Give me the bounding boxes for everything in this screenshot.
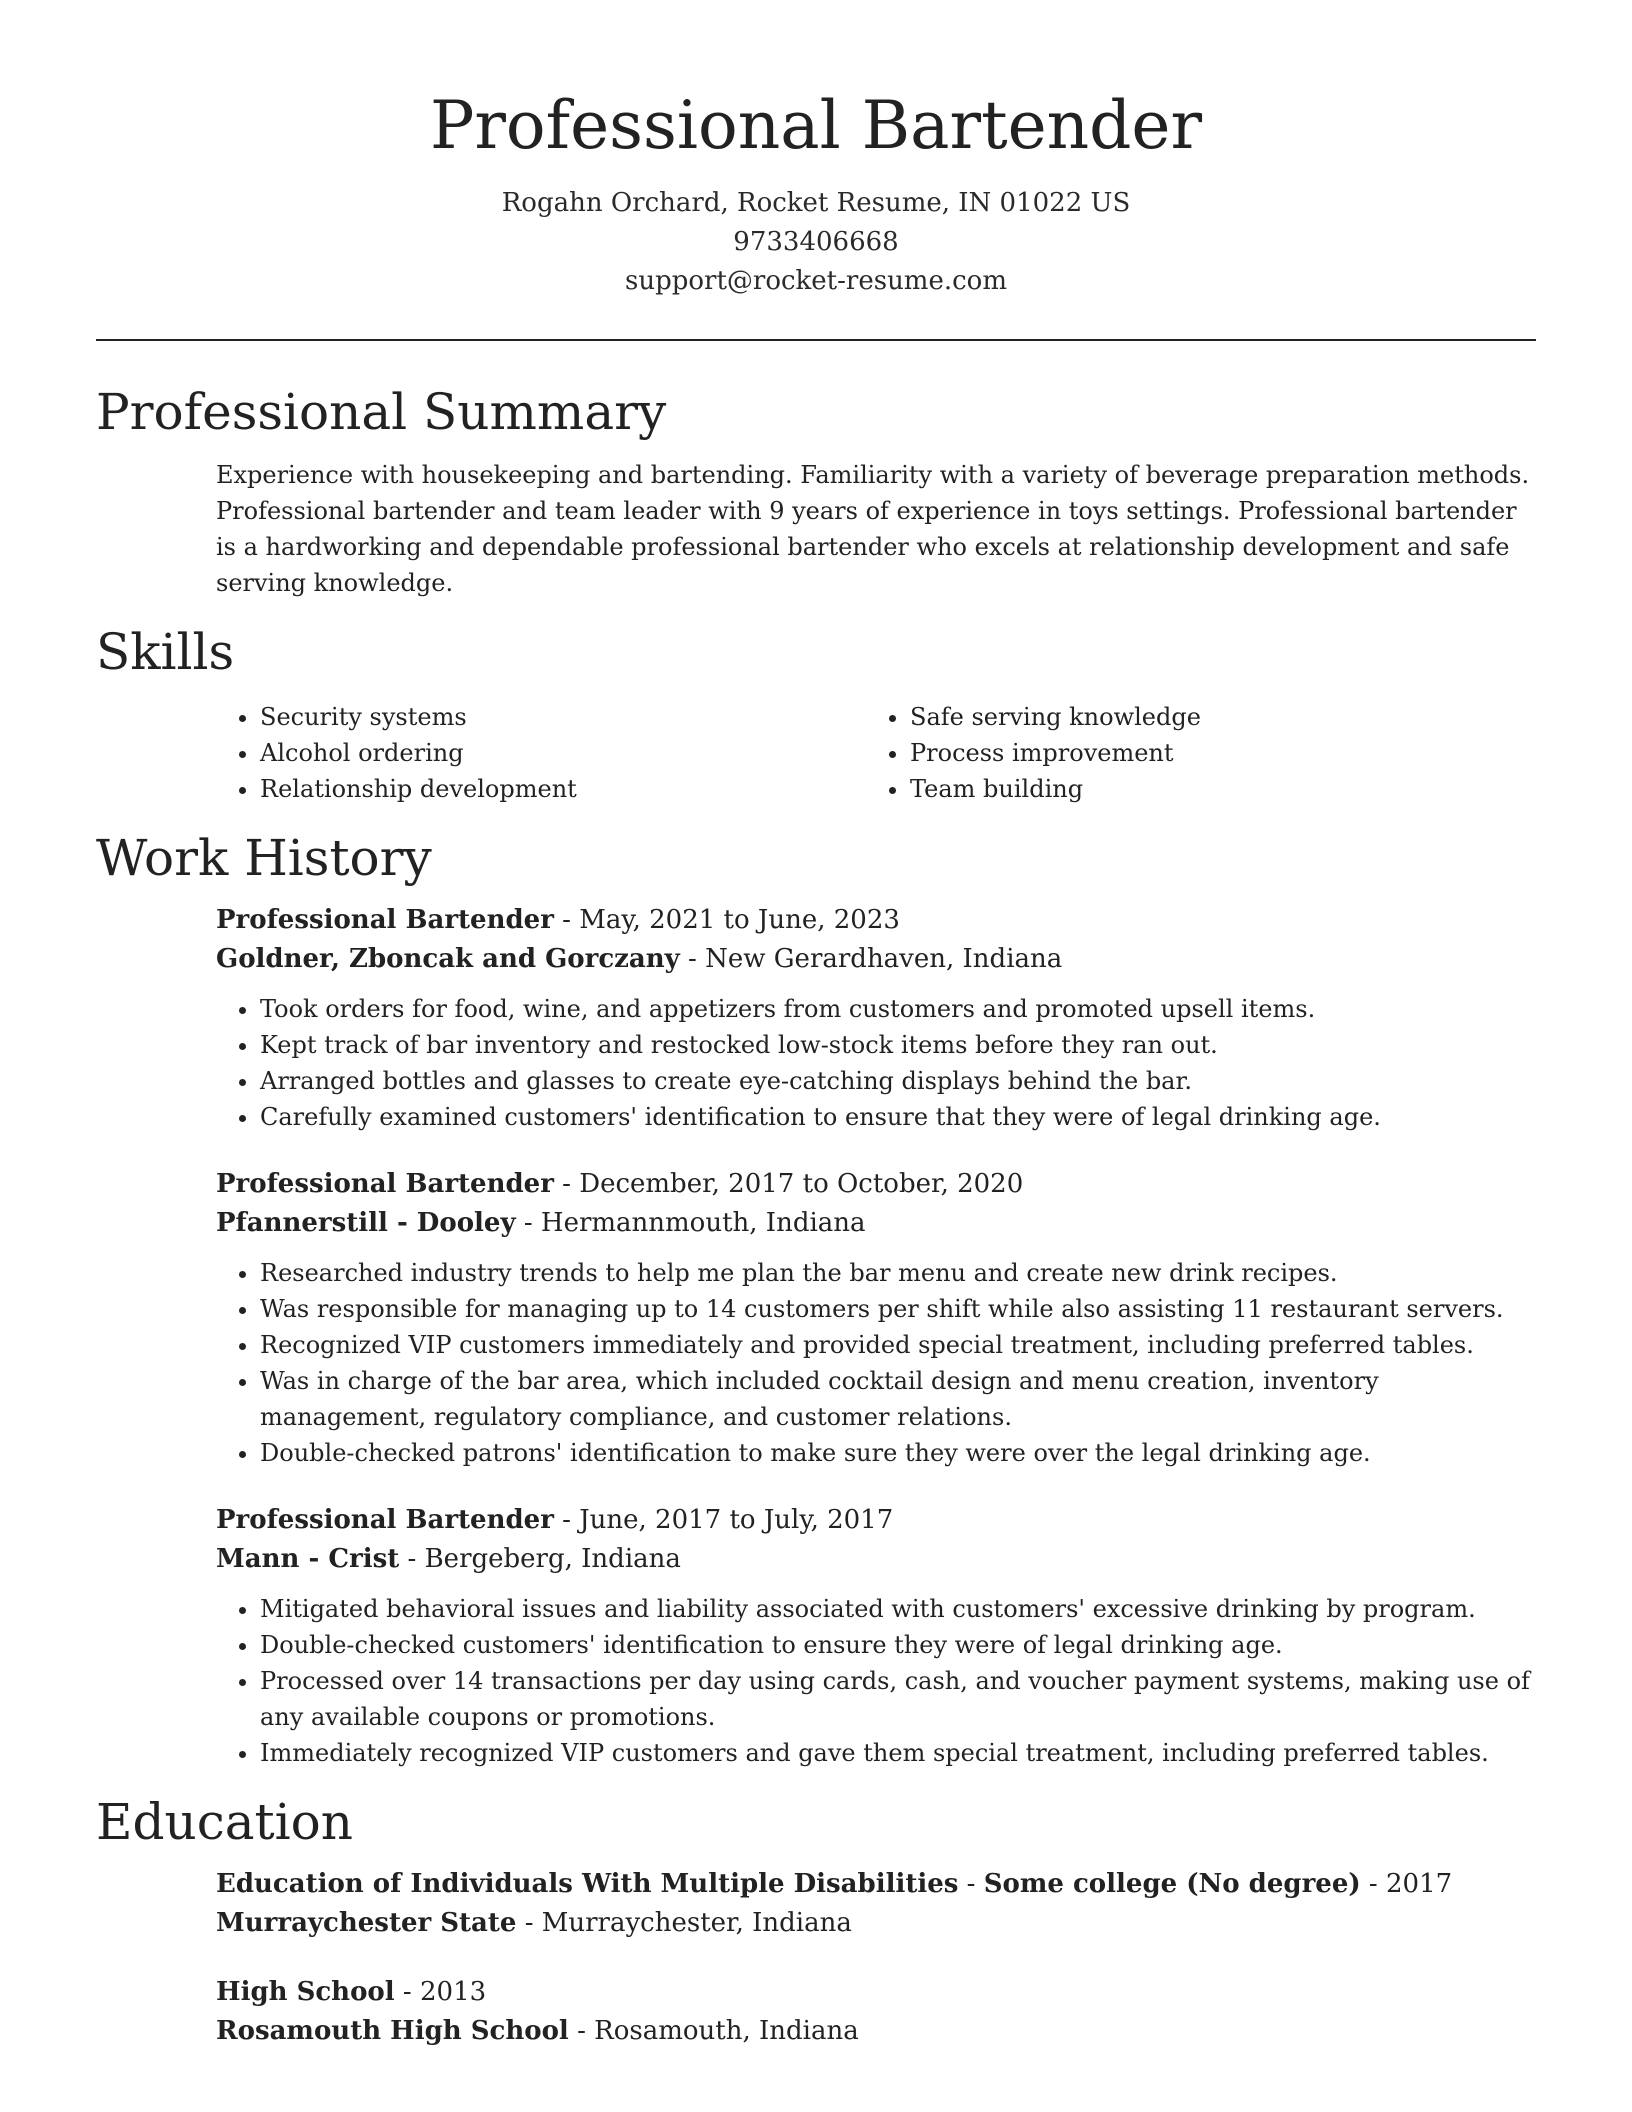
skill-item: • Alcohol ordering xyxy=(260,735,866,771)
separator: - xyxy=(399,1544,425,1574)
separator: - xyxy=(568,2016,595,2046)
education-level: Some college (No degree) xyxy=(983,1869,1361,1899)
job-duty: • Carefully examined customers' identification to ensure that they were of legal drinking age. xyxy=(260,1099,1536,1135)
skill-item: • Safe serving knowledge xyxy=(910,699,1516,735)
summary-text: Experience with housekeeping and bartending. Familiarity with a variety of beverage preparation methods. Professional bartender and team leader with 9 years of experience in toys settings. Professional bartender is a hardworking and dependable professional bartender who excels at relationship development and safe serving knowledge. xyxy=(216,461,1530,597)
education-entry xyxy=(216,1865,1536,1943)
job-dates: May, 2021 to June, 2023 xyxy=(579,905,900,935)
work-history-heading: Work History xyxy=(96,829,432,887)
education-degree: Education of Individuals With Multiple Disabilities xyxy=(216,1869,959,1899)
education-school: Rosamouth High School xyxy=(216,2016,569,2046)
job-dates: December, 2017 to October, 2020 xyxy=(579,1169,1024,1199)
separator: - xyxy=(679,944,706,974)
job-position: Professional Bartender xyxy=(216,1169,554,1199)
job-entry xyxy=(216,1501,1536,1771)
job-position: Professional Bartender xyxy=(216,1505,554,1535)
skills-heading: Skills xyxy=(96,623,235,681)
job-location: Bergeberg, Indiana xyxy=(424,1544,681,1574)
job-org-line xyxy=(216,1204,1536,1243)
job-duty: • Was responsible for managing up to 14 customers per shift while also assisting 11 restaurant servers. xyxy=(260,1291,1536,1327)
summary-heading: Professional Summary xyxy=(96,383,667,441)
education-degree-line xyxy=(216,1865,1536,1904)
resume-page xyxy=(96,0,1536,2051)
job-title-line xyxy=(216,1165,1536,1204)
education-degree: High School xyxy=(216,1977,395,2007)
candidate-name: Professional Bartender xyxy=(429,87,1203,164)
job-duty: • Mitigated behavioral issues and liability associated with customers' excessive drinking by program. xyxy=(260,1591,1536,1627)
job-org-line xyxy=(216,940,1536,979)
separator: - xyxy=(553,905,580,935)
job-company: Mann - Crist xyxy=(216,1544,400,1574)
job-duty: • Processed over 14 transactions per day using cards, cash, and voucher payment systems, making use of any available coupons or promotions. xyxy=(260,1663,1536,1735)
job-duty: • Kept track of bar inventory and restocked low-stock items before they ran out. xyxy=(260,1027,1536,1063)
job-duty: • Took orders for food, wine, and appetizers from customers and promoted upsell items. xyxy=(260,991,1536,1027)
job-company: Goldner, Zboncak and Gorczany xyxy=(216,944,680,974)
education-section xyxy=(96,1791,1536,2051)
skills-section xyxy=(96,621,1536,807)
job-position: Professional Bartender xyxy=(216,905,554,935)
job-company: Pfannerstill - Dooley xyxy=(216,1208,516,1238)
education-entry xyxy=(216,1973,1536,2051)
summary-section xyxy=(96,381,1536,601)
separator: - xyxy=(958,1869,984,1899)
separator: - xyxy=(394,1977,420,2007)
resume-header xyxy=(96,0,1536,301)
skill-item: • Relationship development xyxy=(260,771,866,807)
separator: - xyxy=(553,1505,580,1535)
education-location: Murraychester, Indiana xyxy=(541,1908,852,1938)
skills-list-right xyxy=(866,699,1516,807)
education-school-line xyxy=(216,2012,1536,2051)
job-org-line xyxy=(216,1540,1536,1579)
job-duty: • Double-checked patrons' identification to make sure they were over the legal drinking age. xyxy=(260,1435,1536,1471)
job-duty: • Was in charge of the bar area, which included cocktail design and menu creation, inventory management, regulatory compliance, and customer relations. xyxy=(260,1363,1536,1435)
skills-list-left xyxy=(216,699,866,807)
job-duties xyxy=(216,1255,1536,1471)
header-divider xyxy=(96,339,1536,341)
education-degree-line xyxy=(216,1973,1536,2012)
work-history-section xyxy=(96,827,1536,1771)
skill-item: • Team building xyxy=(910,771,1516,807)
job-duties xyxy=(216,1591,1536,1771)
job-duty: • Researched industry trends to help me plan the bar menu and create new drink recipes. xyxy=(260,1255,1536,1291)
separator: - xyxy=(515,1208,541,1238)
skill-item: • Process improvement xyxy=(910,735,1516,771)
job-duty: • Recognized VIP customers immediately and provided special treatment, including preferred tables. xyxy=(260,1327,1536,1363)
job-duty: • Arranged bottles and glasses to create eye-catching displays behind the bar. xyxy=(260,1063,1536,1099)
education-heading: Education xyxy=(96,1793,353,1851)
contact-phone: 9733406668 xyxy=(733,227,899,257)
job-duties xyxy=(216,991,1536,1135)
job-duty: • Immediately recognized VIP customers and gave them special treatment, including preferred tables. xyxy=(260,1735,1536,1771)
education-year: 2013 xyxy=(419,1977,487,2007)
job-location: Hermannmouth, Indiana xyxy=(540,1208,866,1238)
contact-email: support@rocket-resume.com xyxy=(624,266,1007,296)
education-school: Murraychester State xyxy=(216,1908,517,1938)
job-entry xyxy=(216,1165,1536,1471)
contact-address: Rogahn Orchard, Rocket Resume, IN 01022 US xyxy=(501,188,1131,218)
skill-item: • Security systems xyxy=(260,699,866,735)
education-year: 2017 xyxy=(1386,1869,1453,1899)
job-title-line xyxy=(216,901,1536,940)
job-entry xyxy=(216,901,1536,1135)
education-location: Rosamouth, Indiana xyxy=(594,2016,859,2046)
job-location: New Gerardhaven, Indiana xyxy=(705,944,1063,974)
job-title-line xyxy=(216,1501,1536,1540)
education-school-line xyxy=(216,1904,1536,1943)
separator: - xyxy=(553,1169,580,1199)
job-duty: • Double-checked customers' identification to ensure they were of legal drinking age. xyxy=(260,1627,1536,1663)
separator: - xyxy=(516,1908,542,1938)
separator: - xyxy=(1360,1869,1386,1899)
job-dates: June, 2017 to July, 2017 xyxy=(579,1505,894,1535)
